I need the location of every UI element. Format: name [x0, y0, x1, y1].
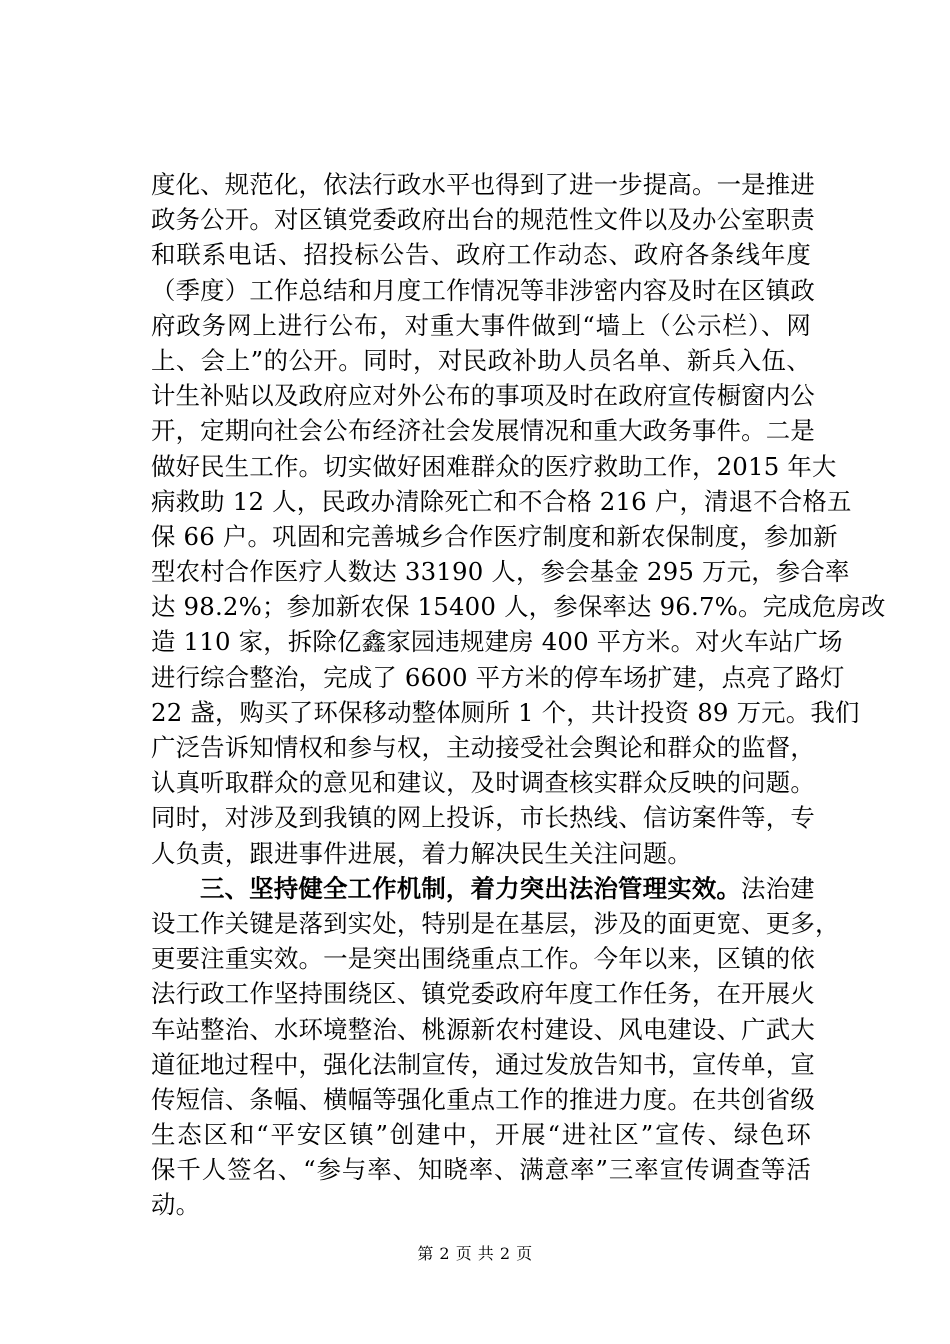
text-line: 法行政工作坚持围绕区、镇党委政府年度工作任务，在开展火 [151, 979, 815, 1009]
text-line: 进行综合整治，完成了 6600 平方米的停车场扩建，点亮了路灯 [151, 662, 845, 692]
text-line: 计生补贴以及政府应对外公布的事项及时在政府宣传橱窗内公 [151, 381, 815, 411]
text-line: 更要注重实效。一是突出围绕重点工作。今年以来，区镇的依 [151, 944, 815, 974]
text-line: 设工作关键是落到实处，特别是在基层，涉及的面更宽、更多， [151, 908, 840, 938]
text-line: 度化、规范化，依法行政水平也得到了进一步提高。一是推进 [151, 170, 815, 199]
section-heading: 三、坚持健全工作机制，着力突出法治管理实效。 [200, 873, 741, 903]
text-line: 22 盏，购买了环保移动整体厕所 1 个，共计投资 89 万元。我们 [151, 697, 860, 727]
text-line: 开，定期向社会公布经济社会发展情况和重大政务事件。二是 [151, 416, 815, 446]
text-line: 造 110 家，拆除亿鑫家园违规建房 400 平方米。对火车站广场 [151, 627, 843, 657]
text-line: 型农村合作医疗人数达 33190 人，参会基金 295 万元，参合率 [151, 557, 850, 587]
text-line: 人负责，跟进事件进展，着力解决民生关注问题。 [151, 838, 692, 868]
text-line: 保 66 户。巩固和完善城乡合作医疗制度和新农保制度，参加新 [151, 521, 838, 551]
text-line: 府政务网上进行公布，对重大事件做到“墙上（公示栏）、网 [151, 310, 811, 340]
text-line: 传短信、条幅、横幅等强化重点工作的推进力度。在共创省级 [151, 1084, 815, 1114]
text-line: 认真听取群众的意见和建议，及时调查核实群众反映的问题。 [151, 768, 815, 798]
text-line: 病救助 12 人，民政办清除死亡和不合格 216 户，清退不合格五 [151, 486, 852, 516]
text-line: 同时，对涉及到我镇的网上投诉，市长热线、信访案件等，专 [151, 803, 815, 833]
section-heading-line [151, 871, 815, 906]
text-line: 生态区和“平安区镇”创建中，开展“进社区”宣传、绿色环 [151, 1120, 811, 1150]
text-line: 广泛告诉知情权和参与权，主动接受社会舆论和群众的监督， [151, 733, 815, 762]
page-number-footer: 第 2 页 共 2 页 [417, 1244, 533, 1263]
text-line: 政务公开。对区镇党委政府出台的规范性文件以及办公室职责 [151, 205, 815, 235]
body-text [151, 167, 886, 1223]
text-line: 车站整治、水环境整治、桃源新农村建设、风电建设、广武大 [151, 1014, 815, 1044]
section-heading-tail: 法治建 [741, 873, 815, 903]
text-line: 和联系电话、招投标公告、政府工作动态、政府各条线年度 [151, 240, 811, 270]
text-line: 道征地过程中，强化法制宣传，通过发放告知书，宣传单，宣 [151, 1049, 815, 1079]
text-line: 保千人签名、“参与率、知晓率、满意率”三率宣传调查等活 [151, 1155, 811, 1185]
text-line: 做好民生工作。切实做好困难群众的医疗救助工作，2015 年大 [151, 451, 837, 481]
text-line: 达 98.2%；参加新农保 15400 人，参保率达 96.7%。完成危房改 [151, 592, 886, 622]
text-line: 上、会上”的公开。同时，对民政补助人员名单、新兵入伍、 [151, 345, 811, 375]
text-line: （季度）工作总结和月度工作情况等非涉密内容及时在区镇政 [151, 275, 815, 305]
text-line: 动。 [151, 1190, 201, 1220]
